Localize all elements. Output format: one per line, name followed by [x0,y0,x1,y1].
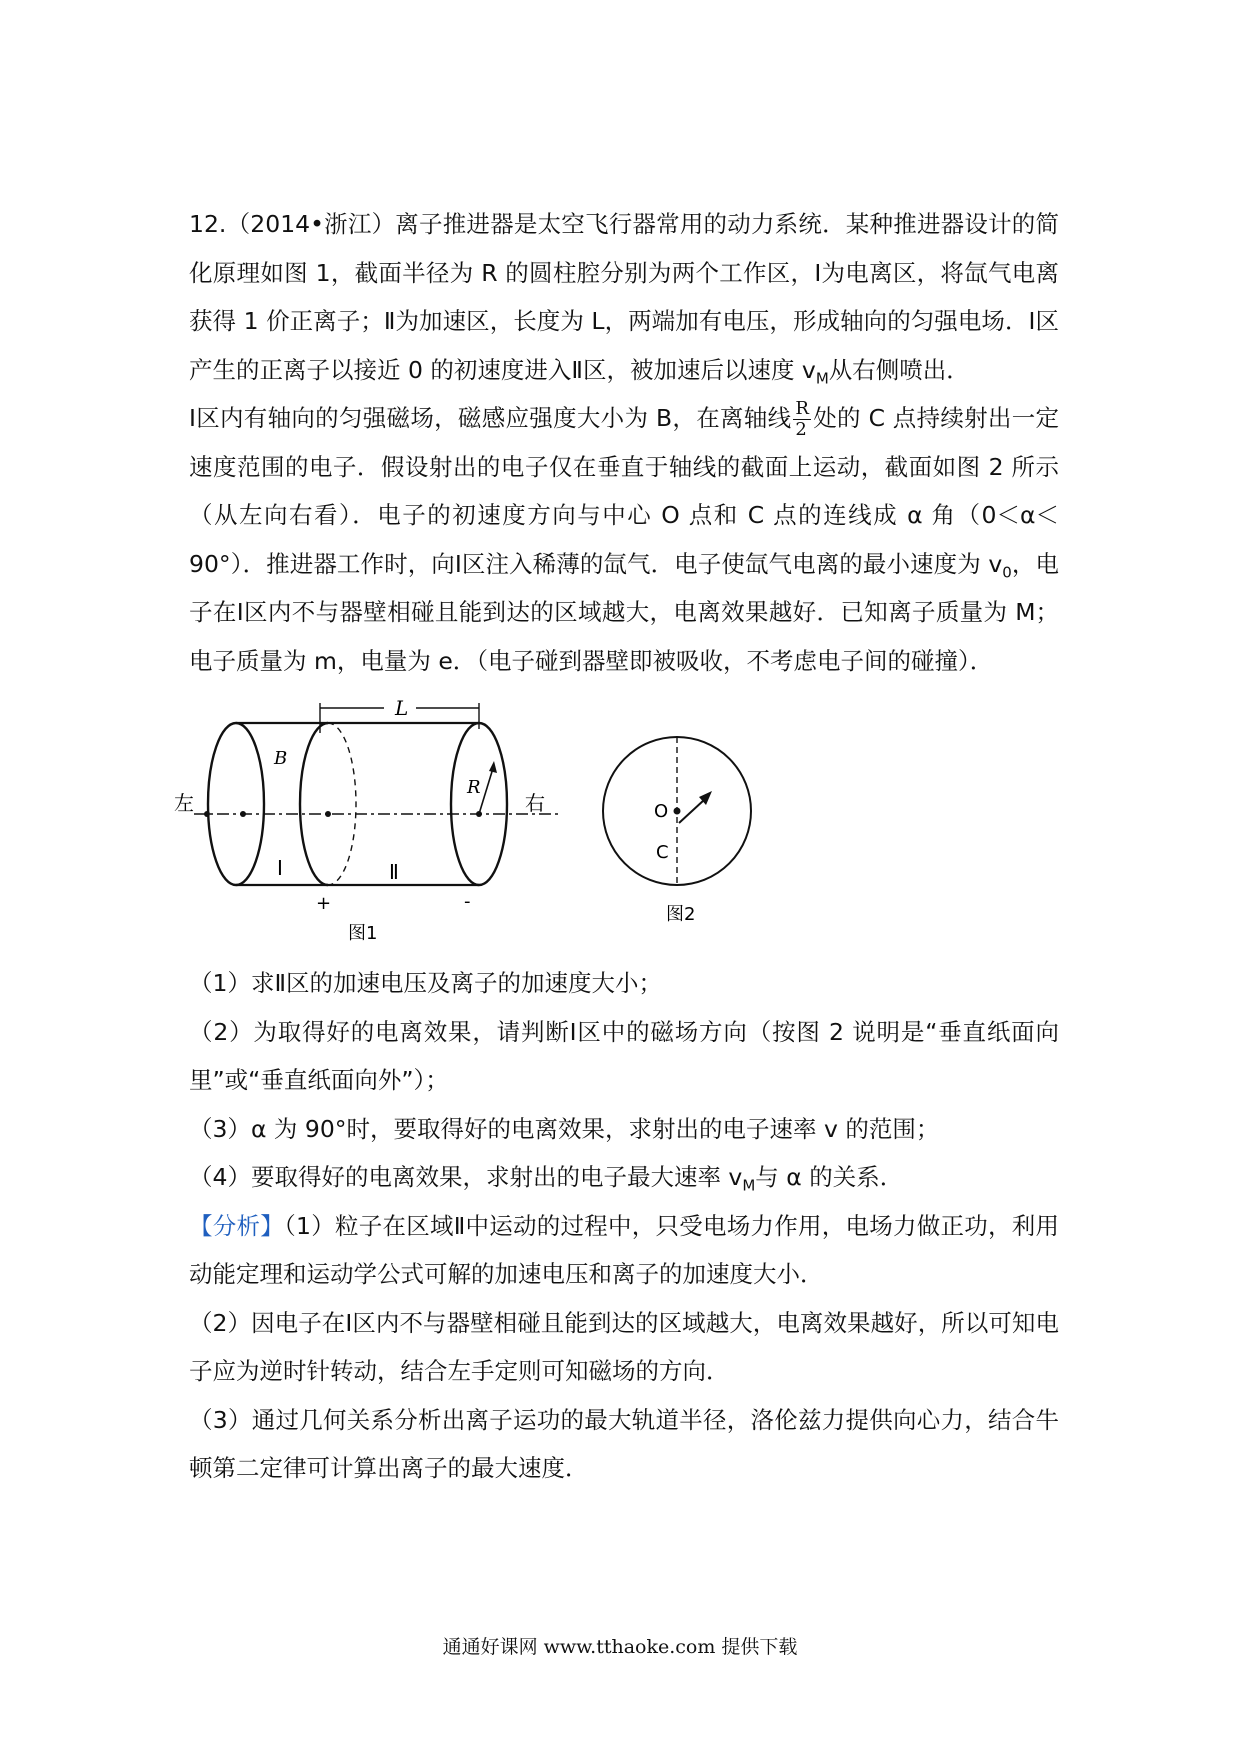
middle-ellipse-front [300,723,328,885]
analysis-3: （3）通过几何关系分析出离子运功的最大轨道半径，洛伦兹力提供向心力，结合牛顿第二定律可计算出离子的最大速度． [189,1405,1059,1482]
problem-intro-2 [189,394,1059,685]
label-plus: + [316,893,332,914]
electron-velocity-line [679,800,704,823]
intro-1-text: 12.（2014•浙江）离子推进器是太空飞行器常用的动力系统．某种推进器设计的简化原理如图 1，截面半径为 R 的圆柱腔分别为两个工作区，Ⅰ为电离区，将氙气电离获得 1 价正离子；Ⅱ为加速区，长度为 L，两端加有电压，形成轴向的匀强电场．Ⅰ区产生的正离子以接近 0 的初速度进入Ⅱ区，被加速后以速度 v [189,210,1059,384]
question-1: （1）求Ⅱ区的加速电压及离子的加速度大小； [189,969,663,997]
intro-2-post: 处的 C 点持续射出一定速度范围的电子．假设射出的电子仅在垂直于轴线的截面上运动，截面如图 2 所示（从左向右看）．电子的初速度方向与中心 O 点和 C 点的连线成 α 角（0＜α＜90°）．推进器工作时，向Ⅰ区注入稀薄的氙气．电子使氙气电离的最小速度为 v [189,404,1059,578]
question-4-pre: （4）要取得好的电离效果，求射出的电子最大速率 v [189,1163,743,1191]
intro-1-tail: 从右侧喷出． [828,355,970,384]
label-length: L [395,696,409,720]
figure1-caption: 图1 [348,923,378,944]
fraction-r-over-2 [793,399,811,440]
region1-dashed-ellipse [236,723,264,885]
fraction-numerator: R [795,398,809,419]
right-end-ellipse [451,723,507,885]
radius-arrow-line [479,765,494,814]
axis-dot-right [476,811,482,817]
figure1-cylinder [194,703,559,885]
analysis-tag: 【分析】 [189,1211,284,1240]
middle-ellipse-back [328,723,356,885]
figure2-caption: 图2 [666,904,696,925]
axis-dot-middle [325,811,331,817]
question-4 [189,1153,1059,1202]
point-o [674,808,681,815]
intro-1-subscript: M [815,369,829,388]
intro-2-tail: ，电子在Ⅰ区内不与器壁相碰且能到达的区域越大，电离效果越好．已知离子质量为 M；电子质量为 m，电量为 e．（电子碰到器壁即被吸收，不考虑电子间的碰撞）． [189,549,1060,675]
label-left: 左 [174,791,194,815]
page-content [174,200,1060,1493]
problem-intro-1 [189,200,1059,394]
label-minus: - [464,891,471,912]
analysis-2: （2）因电子在Ⅰ区内不与器壁相碰且能到达的区域越大，电离效果越好，所以可知电子应为逆时针转动，结合左手定则可知磁场的方向． [189,1308,1059,1385]
question-4-post: 与 α 的关系． [755,1163,904,1191]
radius-arrowhead [489,761,497,773]
analysis-1-text: （1）粒子在区域Ⅱ中运动的过程中，只受电场力作用，电场力做正功，利用动能定理和运动学公式可解的加速电压和离子的加速度大小． [189,1211,1059,1288]
fraction-denominator: 2 [795,419,807,440]
question-3: （3）α 为 90°时，要取得好的电离效果，求射出的电子速率 v 的范围； [189,1114,940,1143]
question-4-subscript: M [742,1176,756,1195]
label-o: O [654,801,669,822]
analysis-1 [189,1202,1059,1299]
figures-area [174,693,1059,953]
label-right: 右 [525,791,545,815]
label-c: C [656,842,669,863]
axis-dot-region1 [240,811,246,817]
label-radius: R [467,777,481,798]
page-footer: 通通好课网 www.tthaoke.com 提供下载 [442,1636,798,1658]
intro-2-subscript: 0 [1002,563,1012,582]
label-field-b: B [274,748,288,769]
label-region-1: Ⅰ [277,856,283,880]
label-region-2: Ⅱ [389,860,399,884]
axis-dot-left [204,811,210,817]
question-2: （2）为取得好的电离效果，请判断Ⅰ区中的磁场方向（按图 2 说明是“垂直纸面向里”或“垂直纸面向外”）； [189,1017,1059,1094]
intro-2-pre: Ⅰ区内有轴向的匀强磁场，磁感应强度大小为 B，在离轴线 [189,404,792,432]
figures-svg [174,693,1059,953]
